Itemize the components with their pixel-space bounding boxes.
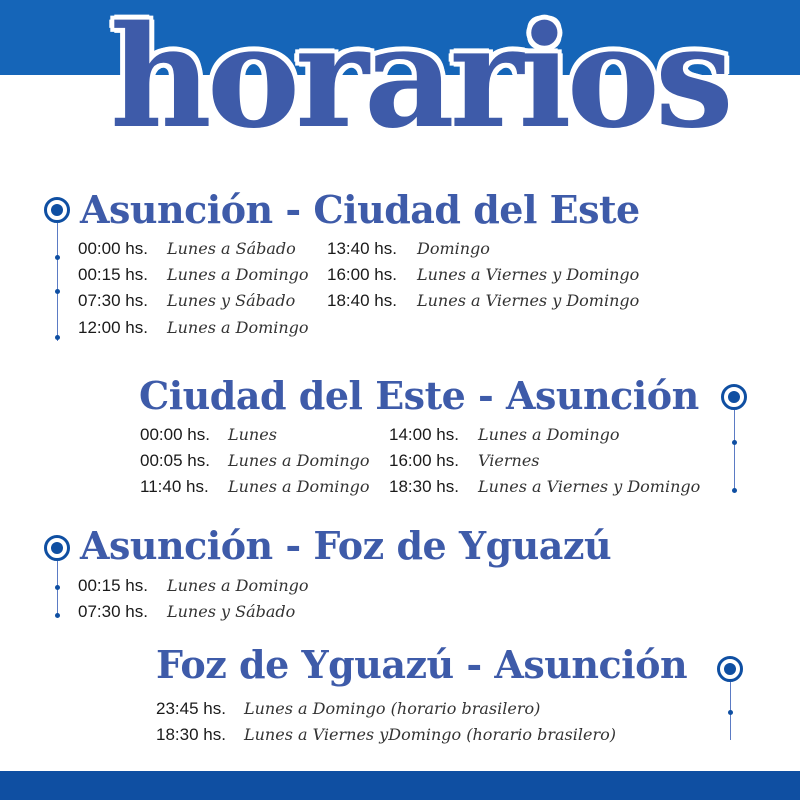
service-days: Lunes a Viernes yDomingo (horario brasilero) [244,725,616,744]
service-days: Lunes a Viernes y Domingo [478,477,701,496]
service-days: Lunes y Sábado [167,291,296,310]
departure-time: 18:30 hs. [389,477,459,496]
departure-time: 18:40 hs. [327,291,397,310]
route-title: Foz de Yguazú - Asunción [156,642,688,687]
departure-time: 00:00 hs. [140,425,210,444]
service-days: Lunes [228,425,277,444]
departure-time: 14:00 hs. [389,425,459,444]
service-days: Lunes a Domingo [167,318,309,337]
departure-time: 18:30 hs. [156,725,226,744]
service-days: Lunes a Domingo [167,265,309,284]
departure-time: 16:00 hs. [327,265,397,284]
departure-time: 07:30 hs. [78,602,148,621]
service-days: Lunes a Viernes y Domingo [417,265,640,284]
service-days: Lunes a Domingo [478,425,620,444]
service-days: Lunes a Domingo (horario brasilero) [244,699,541,718]
departure-time: 23:45 hs. [156,699,226,718]
bottom-banner [0,771,800,800]
route-title: Asunción - Foz de Yguazú [80,523,612,568]
service-days: Viernes [478,451,540,470]
service-days: Domingo [417,239,490,258]
page-title: horarios [110,0,729,160]
departure-time: 00:05 hs. [140,451,210,470]
service-days: Lunes y Sábado [167,602,296,621]
departure-time: 16:00 hs. [389,451,459,470]
departure-time: 00:15 hs. [78,576,148,595]
route-title: Asunción - Ciudad del Este [80,187,640,232]
departure-time: 00:00 hs. [78,239,148,258]
departure-time: 00:15 hs. [78,265,148,284]
route-title: Ciudad del Este - Asunción [139,373,699,418]
service-days: Lunes a Viernes y Domingo [417,291,640,310]
service-days: Lunes a Sábado [167,239,296,258]
departure-time: 13:40 hs. [327,239,397,258]
departure-time: 11:40 hs. [140,477,209,496]
service-days: Lunes a Domingo [228,451,370,470]
service-days: Lunes a Domingo [228,477,370,496]
departure-time: 07:30 hs. [78,291,148,310]
service-days: Lunes a Domingo [167,576,309,595]
departure-time: 12:00 hs. [78,318,148,337]
